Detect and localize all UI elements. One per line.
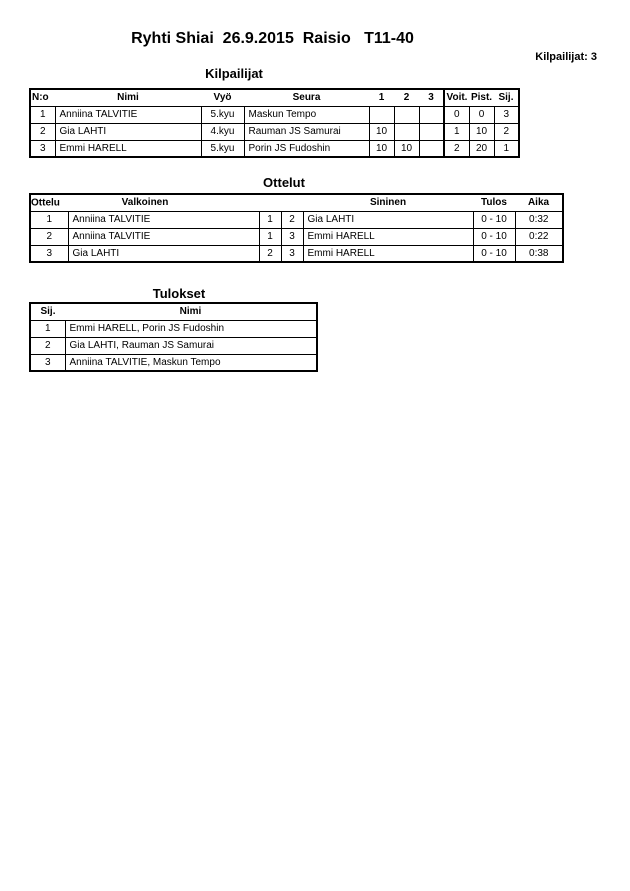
page-title: Ryhti Shiai 26.9.2015 Raisio T11-40	[131, 30, 414, 47]
cell-sij: 2	[494, 123, 519, 140]
col-header-vyo: Vyö	[201, 89, 244, 106]
col-header-sij: Sij.	[30, 303, 65, 320]
cell-nimi: Anniina TALVITIE	[55, 106, 201, 123]
cell-no: 3	[30, 140, 55, 157]
cell-tulos: 0 - 10	[473, 245, 515, 262]
cell-no: 1	[30, 106, 55, 123]
col-header-white-no	[259, 194, 281, 211]
cell-vyo: 4.kyu	[201, 123, 244, 140]
col-header-tulos: Tulos	[473, 194, 515, 211]
col-header-sininen: Sininen	[303, 194, 473, 211]
cell-aika: 0:38	[515, 245, 563, 262]
cell-round-3	[419, 106, 444, 123]
cell-nimi: Anniina TALVITIE, Maskun Tempo	[65, 354, 317, 371]
cell-valkoinen: Anniina TALVITIE	[68, 228, 259, 245]
col-header-sij: Sij.	[494, 89, 519, 106]
col-header-pist: Pist.	[469, 89, 494, 106]
kilpailijat-header-row	[30, 89, 519, 106]
table-row	[30, 354, 317, 371]
ottelut-header-row	[30, 194, 563, 211]
cell-white-no: 1	[259, 228, 281, 245]
tulokset-header-row	[30, 303, 317, 320]
cell-nimi: Emmi HARELL, Porin JS Fudoshin	[65, 320, 317, 337]
cell-tulos: 0 - 10	[473, 228, 515, 245]
cell-no: 2	[30, 123, 55, 140]
table-row	[30, 337, 317, 354]
cell-white-no: 1	[259, 211, 281, 228]
cell-voit: 2	[444, 140, 469, 157]
cell-round-2	[394, 123, 419, 140]
cell-sininen: Emmi HARELL	[303, 245, 473, 262]
cell-valkoinen: Gia LAHTI	[68, 245, 259, 262]
table-row	[30, 140, 519, 157]
cell-valkoinen: Anniina TALVITIE	[68, 211, 259, 228]
cell-tulos: 0 - 10	[473, 211, 515, 228]
col-header-blue-no	[281, 194, 303, 211]
cell-round-1	[369, 106, 394, 123]
competitors-count-label: Kilpailijat: 3	[535, 51, 597, 63]
cell-sij: 3	[30, 354, 65, 371]
col-header-no: N:o	[30, 89, 55, 106]
col-header-ottelu: Ottelu	[31, 197, 60, 209]
cell-pist: 20	[469, 140, 494, 157]
cell-match-no: 3	[30, 245, 68, 262]
section-heading-tulokset: Tulokset	[152, 286, 206, 301]
kilpailijat-table	[29, 88, 520, 158]
cell-aika: 0:22	[515, 228, 563, 245]
cell-nimi: Emmi HARELL	[55, 140, 201, 157]
cell-round-1: 10	[369, 140, 394, 157]
cell-vyo: 5.kyu	[201, 106, 244, 123]
cell-sij: 2	[30, 337, 65, 354]
cell-blue-no: 2	[281, 211, 303, 228]
cell-nimi: Gia LAHTI	[55, 123, 201, 140]
cell-sij: 1	[494, 140, 519, 157]
ottelut-table	[29, 193, 564, 263]
table-row	[30, 245, 563, 262]
cell-blue-no: 3	[281, 245, 303, 262]
col-header-round-2: 2	[394, 89, 419, 106]
cell-sininen: Gia LAHTI	[303, 211, 473, 228]
col-header-valkoinen: Valkoinen	[121, 197, 169, 209]
col-header-nimi: Nimi	[55, 89, 201, 106]
table-row	[30, 228, 563, 245]
cell-match-no: 2	[30, 228, 68, 245]
col-header-round-1: 1	[369, 89, 394, 106]
col-header-aika: Aika	[515, 194, 563, 211]
col-header-ottelu-valkoinen	[30, 194, 259, 211]
cell-voit: 1	[444, 123, 469, 140]
col-header-voit: Voit.	[444, 89, 469, 106]
cell-blue-no: 3	[281, 228, 303, 245]
cell-voit: 0	[444, 106, 469, 123]
cell-match-no: 1	[30, 211, 68, 228]
table-row	[30, 123, 519, 140]
tulokset-table	[29, 302, 318, 372]
cell-seura: Porin JS Fudoshin	[244, 140, 369, 157]
cell-round-1: 10	[369, 123, 394, 140]
cell-round-2: 10	[394, 140, 419, 157]
cell-aika: 0:32	[515, 211, 563, 228]
cell-pist: 0	[469, 106, 494, 123]
col-header-round-3: 3	[419, 89, 444, 106]
section-heading-ottelut: Ottelut	[263, 175, 305, 190]
table-row	[30, 320, 317, 337]
cell-vyo: 5.kyu	[201, 140, 244, 157]
cell-pist: 10	[469, 123, 494, 140]
table-row	[30, 106, 519, 123]
table-row	[30, 211, 563, 228]
cell-seura: Rauman JS Samurai	[244, 123, 369, 140]
cell-round-3	[419, 140, 444, 157]
cell-round-3	[419, 123, 444, 140]
cell-seura: Maskun Tempo	[244, 106, 369, 123]
cell-sij: 1	[30, 320, 65, 337]
cell-white-no: 2	[259, 245, 281, 262]
cell-round-2	[394, 106, 419, 123]
cell-sininen: Emmi HARELL	[303, 228, 473, 245]
col-header-seura: Seura	[244, 89, 369, 106]
cell-nimi: Gia LAHTI, Rauman JS Samurai	[65, 337, 317, 354]
section-heading-kilpailijat: Kilpailijat	[205, 66, 263, 81]
col-header-nimi: Nimi	[65, 303, 317, 320]
cell-sij: 3	[494, 106, 519, 123]
